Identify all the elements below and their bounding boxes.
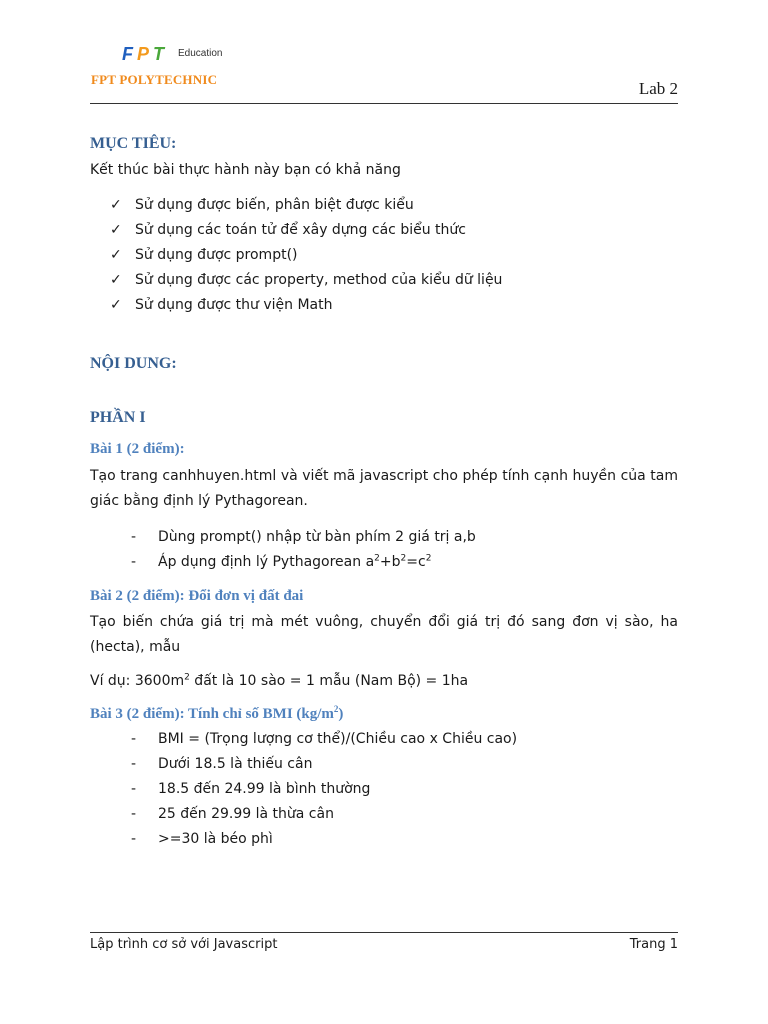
superscript: 2: [184, 672, 190, 683]
step-text: =c: [406, 554, 426, 570]
list-item: [131, 550, 678, 575]
list-item: - Dưới 18.5 là thiếu cân: [131, 752, 678, 777]
exercise-2-title: Bài 2 (2 điểm): Đổi đơn vị đất đai: [90, 588, 304, 604]
superscript: 2: [425, 553, 432, 564]
list-item: ✓ Sử dụng được biến, phân biệt được kiểu: [108, 193, 678, 218]
exercise-1-title: Bài 1 (2 điểm):: [90, 441, 185, 457]
list-item: ✓ Sử dụng được các property, method của kiểu dữ liệu: [108, 268, 678, 293]
superscript: 2: [333, 704, 339, 714]
part-heading: PHẦN I: [90, 409, 146, 426]
logo-education-text: Education: [178, 48, 223, 59]
exercise-1-steps: [131, 525, 678, 575]
footer-page-number: Trang 1: [629, 937, 678, 952]
logo-letter-t: T: [153, 44, 165, 64]
objectives-intro: Kết thúc bài thực hành này bạn có khả năng: [90, 162, 401, 178]
header-rule: [90, 103, 678, 104]
exercise-1-description: Tạo trang canhhuyen.html và viết mã javascript cho phép tính cạnh huyền của tam giác bằng định lý Pythagorean.: [90, 468, 678, 509]
exercise-2-example: [90, 669, 678, 694]
step-text: Áp dụng định lý Pythagorean a: [158, 554, 375, 570]
superscript: 2: [374, 553, 380, 564]
footer-rule: [90, 932, 678, 933]
exercise-2-description: Tạo biến chứa giá trị mà mét vuông, chuyển đổi giá trị đó sang đơn vị sào, ha (hecta), mẫu: [90, 614, 678, 655]
step-text: +b: [379, 554, 401, 570]
objectives-heading: MỤC TIÊU:: [90, 135, 177, 152]
list-item: ✓ Sử dụng được thư viện Math: [108, 293, 678, 318]
list-item: - BMI = (Trọng lượng cơ thể)/(Chiều cao x Chiều cao): [131, 727, 678, 752]
fpt-logo-mark: [120, 42, 166, 66]
document-body: [90, 131, 678, 852]
list-item: ✓ Sử dụng các toán tử để xây dựng các biểu thức: [108, 218, 678, 243]
exercise-3-title-text: ): [338, 706, 344, 722]
list-item: - 18.5 đến 24.99 là bình thường: [131, 777, 678, 802]
list-item: - >=30 là béo phì: [131, 827, 678, 852]
example-text: Ví dụ: 3600m: [90, 673, 185, 689]
logo-school-name: FPT POLYTECHNIC: [91, 72, 218, 87]
content-heading: NỘI DUNG:: [90, 355, 177, 372]
list-item: - 25 đến 29.99 là thừa cân: [131, 802, 678, 827]
exercise-3-title-text: Bài 3 (2 điểm): Tính chỉ số BMI (kg/m: [90, 706, 334, 722]
example-text: đất là 10 sào = 1 mẫu (Nam Bộ) = 1ha: [189, 673, 469, 689]
fpt-education-logo: [91, 40, 230, 90]
logo-letter-p: P: [137, 44, 150, 64]
exercise-3-list: [131, 727, 678, 852]
logo-letter-f: F: [122, 44, 133, 64]
exercise-3-title: [90, 702, 678, 727]
footer-course-title: Lập trình cơ sở với Javascript: [90, 937, 278, 952]
superscript: 2: [400, 553, 407, 564]
objectives-list: [108, 193, 678, 318]
list-item: - Dùng prompt() nhập từ bàn phím 2 giá trị a,b: [131, 525, 678, 550]
list-item: ✓ Sử dụng được prompt(): [108, 243, 678, 268]
lab-label: Lab 2: [638, 79, 678, 98]
